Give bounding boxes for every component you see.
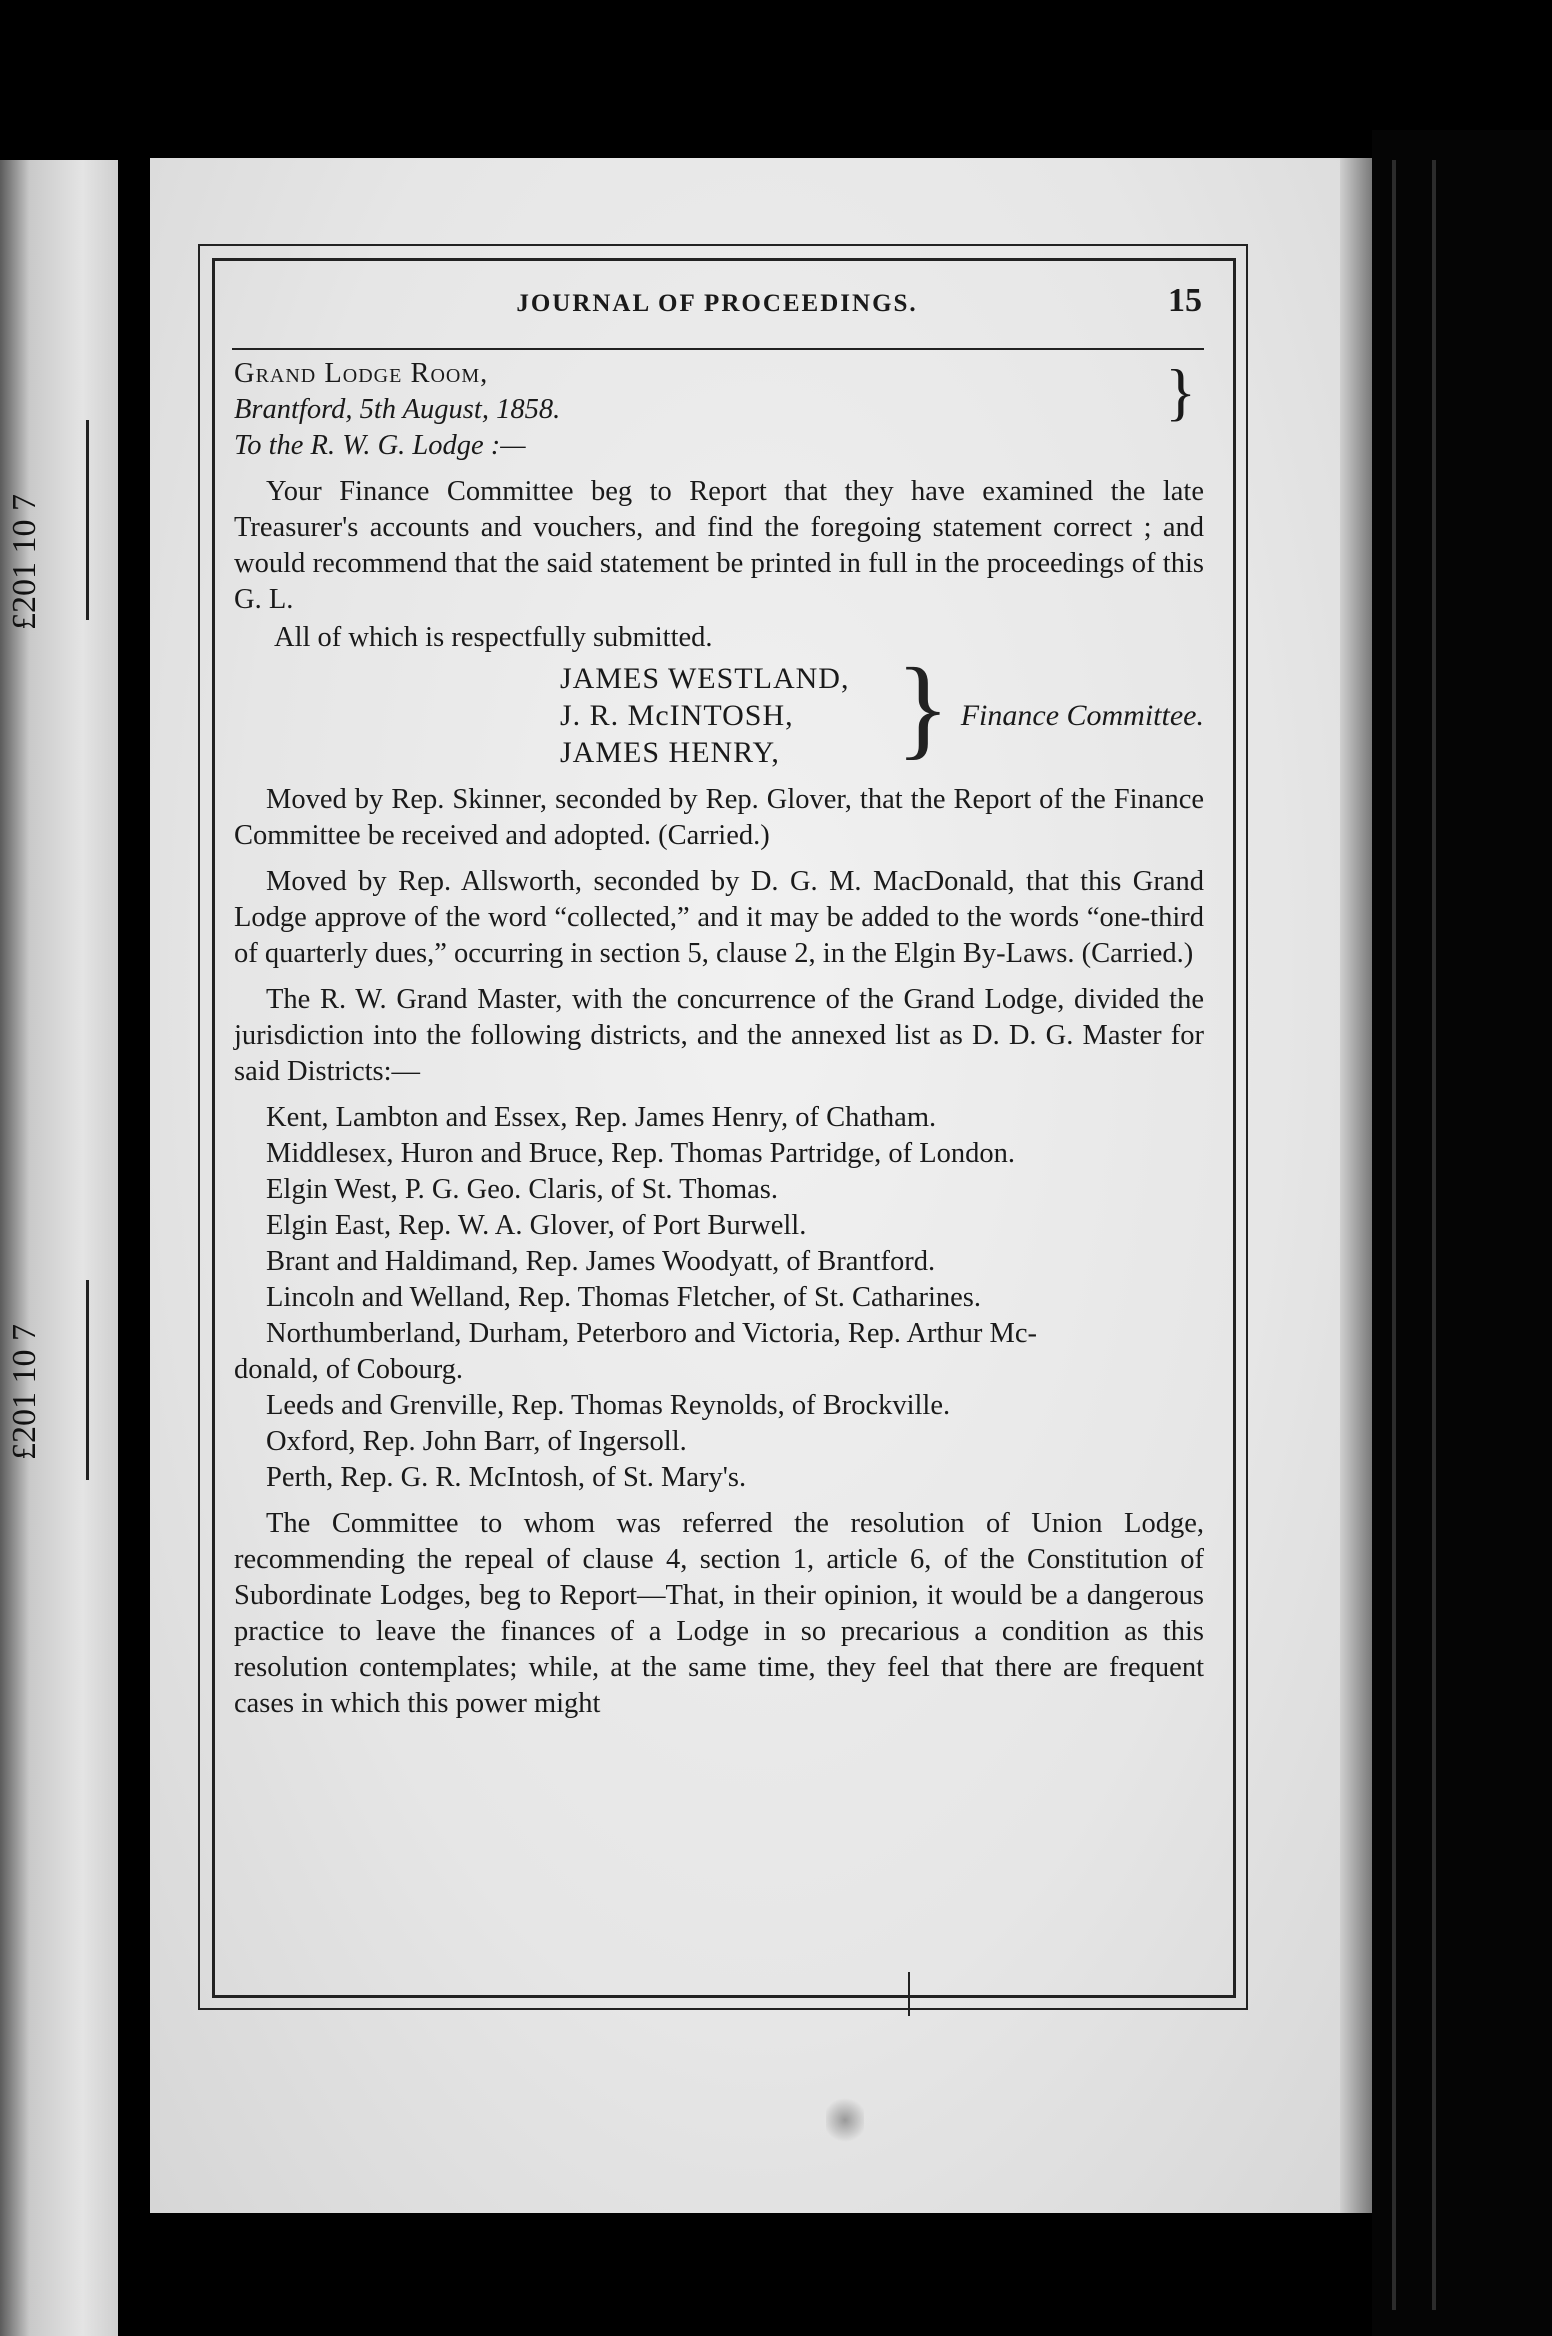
signatory: JAMES HENRY,	[560, 736, 780, 769]
page-header	[232, 282, 1202, 326]
margin-note: £201 10 7	[6, 494, 43, 630]
district-item: Elgin East, Rep. W. A. Glover, of Port Burwell.	[266, 1210, 807, 1241]
motion-paragraph: Moved by Rep. Skinner, seconded by Rep. Glover, that the Report of the Finance Committee be received and adopted. (Carried.)	[234, 784, 1204, 851]
brace: }	[896, 646, 950, 770]
adjacent-page-strip	[0, 160, 118, 2336]
header-rule	[232, 348, 1204, 350]
district-item: Elgin West, P. G. Geo. Claris, of St. Thomas.	[266, 1174, 779, 1205]
place-line: Grand Lodge Room,	[234, 358, 489, 389]
district-item: Middlesex, Huron and Bruce, Rep. Thomas Partridge, of London.	[266, 1138, 1016, 1169]
brace: }	[1165, 356, 1196, 427]
district-item: Brant and Haldimand, Rep. James Woodyatt, of Brantford.	[266, 1246, 936, 1277]
submitted-line: All of which is respectfully submitted.	[274, 622, 713, 653]
committee-report-paragraph: The Committee to whom was referred the resolution of Union Lodge, recommending the repeal of clause 4, section 1, article 6, of the Constitution of Subordinate Lodges, beg to Report—That, in their opinion, it would be a dangerous practice to leave the finances of a Lodge in so precarious a condition as this resolution contemplates; while, at the same time, they feel that there are frequent cases in which this power might	[234, 1508, 1204, 1719]
running-head: JOURNAL OF PROCEEDINGS.	[516, 290, 918, 317]
ink-smudge	[826, 2095, 864, 2145]
margin-rule	[86, 1280, 89, 1480]
district-list	[234, 1100, 1204, 1496]
motion-paragraph: Moved by Rep. Allsworth, seconded by D. G. M. MacDonald, that this Grand Lodge approve of the word “collected,” and it may be added to the words “one-third of quarterly dues,” occurring in section 5, clause 2, in the Elgin By-Laws. (Carried.)	[234, 866, 1204, 969]
district-item: Perth, Rep. G. R. McIntosh, of St. Mary's.	[266, 1462, 747, 1493]
report-paragraph: Your Finance Committee beg to Report that they have examined the late Treasurer's accounts and vouchers, and find the foregoing statement correct ; and would recommend that the said statement be printed in full in the proceedings of this G. L.	[234, 476, 1204, 615]
page-edge-shadow	[1340, 158, 1372, 2213]
district-item-continued: donald, of Cobourg.	[234, 1354, 464, 1385]
signatory: J. R. McINTOSH,	[560, 699, 794, 732]
signatory-names	[560, 660, 849, 771]
district-item: Northumberland, Durham, Peterboro and Victoria, Rep. Arthur Mc-	[266, 1318, 1038, 1349]
district-item: Lincoln and Welland, Rep. Thomas Fletcher, of St. Catharines.	[266, 1282, 981, 1313]
dark-background	[1372, 130, 1552, 2336]
margin-rule	[86, 420, 89, 620]
page-body	[234, 356, 1204, 1722]
districts-intro: The R. W. Grand Master, with the concurrence of the Grand Lodge, divided the jurisdiction into the following districts, and the annexed list as D. D. G. Master for said Districts:—	[234, 984, 1204, 1087]
district-item: Oxford, Rep. John Barr, of Ingersoll.	[266, 1426, 687, 1457]
district-item: Kent, Lambton and Essex, Rep. James Henry, of Chatham.	[266, 1102, 937, 1133]
page-number: 15	[1168, 282, 1202, 319]
place-date	[234, 356, 1204, 428]
district-item: Leeds and Grenville, Rep. Thomas Reynolds, of Brockville.	[266, 1390, 951, 1421]
binding-mark	[908, 1972, 910, 2016]
committee-label: Finance Committee.	[960, 699, 1204, 732]
salutation: To the R. W. G. Lodge :—	[234, 430, 526, 461]
signatory: JAMES WESTLAND,	[560, 662, 850, 695]
margin-note: £201 10 7	[6, 1324, 43, 1460]
date-line: Brantford, 5th August, 1858.	[234, 394, 561, 425]
signature-block	[234, 646, 1204, 772]
